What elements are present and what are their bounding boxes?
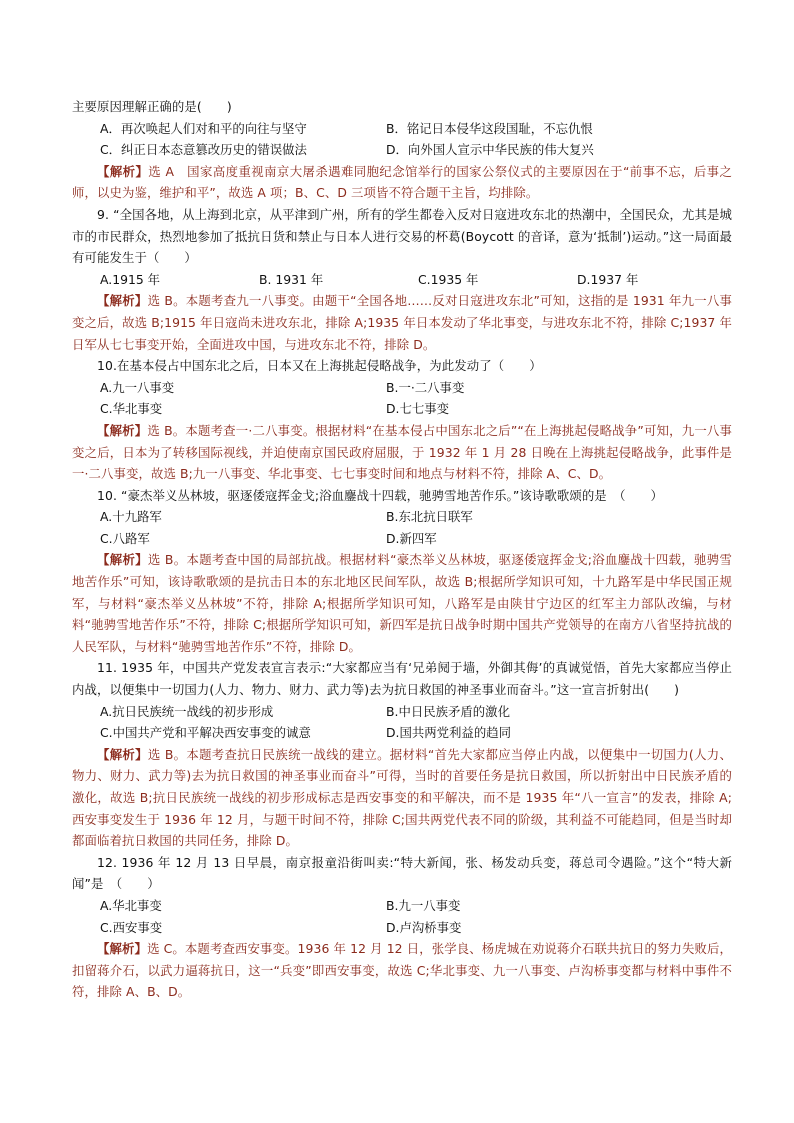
- analysis-tag: 【解析】: [97, 163, 149, 179]
- q10b-option-c: C.八路军: [100, 530, 150, 546]
- q9-option-row: [72, 269, 732, 291]
- q9-analysis: [72, 290, 732, 355]
- q10a-option-c: C.华北事变: [100, 401, 163, 417]
- q12-option-b: B.九一八事变: [386, 897, 461, 913]
- q8-option-d: D．向外国人宣示中华民族的伟大复兴: [386, 142, 594, 158]
- q10a-stem: 10.在基本侵占中国东北之后，日本又在上海挑起侵略战争，为此发动了（ ）: [97, 358, 542, 374]
- q10a-option-a: A.九一八事变: [100, 379, 175, 395]
- analysis-tag: 【解析】: [97, 941, 148, 957]
- q11-stem: 11. 1935 年，中国共产党发表宣言表示:“大家都应当有‘兄弟阋于墙，外御其侮’的真诚觉悟，首先大家都应当停止内战，以便集中一切国力(人力、物力、财力、武力等)去为抗日救国的神圣事业而奋斗。”这一宣言折射出( ): [72, 660, 732, 698]
- q9-option-c: C.1935 年: [418, 271, 479, 287]
- q10a-option-row-1: [72, 377, 732, 399]
- analysis-tag: 【解析】: [97, 746, 148, 762]
- q11-option-c: C.中国共产党和平解决西安事变的诚意: [100, 725, 311, 741]
- q12-analysis: [72, 938, 732, 1003]
- q12-option-c: C.西安事变: [100, 919, 163, 935]
- document-content: [72, 96, 732, 1003]
- q10a-analysis-text: 选 B。本题考查一·二八事变。根据材料“在基本侵占中国东北之后”“在上海挑起侵略战争”可知，九一八事变之后，日本为了转移国际视线，并迫使南京国民政府屈服，于 1932 年 1 月 28 日晚在上海挑起侵略战争，此事件是一·二八事变，故选 B;九一八事变、华北事变、七七事变时间和地点与材料不符，排除 A、C、D。: [72, 422, 732, 482]
- q8-analysis-text: 选 A 国家高度重视南京大屠杀遇难同胞纪念馆举行的国家公祭仪式的主要原因在于“前事不忘，后事之师，以史为鉴，维护和平”，故选 A 项；B、C、D 三项皆不符合题干主旨，均排除。: [72, 163, 732, 201]
- q8-option-a: A．再次唤起人们对和平的向往与坚守: [100, 120, 307, 136]
- q10a-option-row-2: [72, 398, 732, 420]
- q9-option-a: A.1915 年: [100, 271, 161, 287]
- q11-option-row-1: [72, 701, 732, 723]
- q9-option-d: D.1937 年: [577, 271, 639, 287]
- q12-stem: 12. 1936 年 12 月 13 日早晨，南京报童沿街叫卖:“特大新闻，张、杨发动兵变，蒋总司令遇险。”这个“特大新闻”是 （ ）: [72, 854, 732, 892]
- analysis-tag: 【解析】: [97, 293, 148, 309]
- analysis-tag: 【解析】: [97, 552, 148, 568]
- q8-analysis: [72, 161, 732, 204]
- q8-option-row-2: [72, 139, 732, 161]
- q9-option-b: B. 1931 年: [259, 271, 324, 287]
- q10b-analysis-text: 选 B。本题考查中国的局部抗战。根据材料“豪杰举义丛林坡，驱逐倭寇挥金戈;浴血鏖战十四载，驰骋雪地苦作乐”可知，该诗歌歌颂的是抗击日本的东北地区民间军队，故选 B;根据所学知识可知，十九路军是中华民国正规军，与材料“豪杰举义丛林坡”不符，排除 A;根据所学知识可知，八路军是由陕甘宁边区的红军主力部队改编，与材料“驰骋雪地苦作乐”不符，排除 C;根据所学知识可知，新四军是抗日战争时期中国共产党领导的在南方八省坚持抗战的人民军队，与材料“驰骋雪地苦作乐”不符，排除 D。: [72, 552, 732, 654]
- q10b-option-d: D.新四军: [386, 530, 437, 546]
- q11-analysis: [72, 744, 732, 852]
- q12-option-row-2: [72, 917, 732, 939]
- q8-stem: 主要原因理解正确的是( ): [72, 99, 232, 114]
- q10b-stem: 10. “豪杰举义丛林坡，驱逐倭寇挥金戈;浴血鏖战十四载，驰骋雪地苦作乐。”该诗歌歌颂的是 （ ）: [97, 487, 664, 503]
- q11-option-row-2: [72, 722, 732, 744]
- q10a-option-b: B.一·二八事变: [386, 379, 465, 395]
- q8-option-c: C．纠正日本态意篡改历史的错误做法: [100, 142, 307, 158]
- q12-option-row-1: [72, 895, 732, 917]
- q10b-option-a: A.十九路军: [100, 509, 162, 525]
- q11-option-d: D.国共两党利益的趋同: [386, 725, 511, 741]
- q8-option-row-1: [72, 118, 732, 140]
- q12-option-a: A.华北事变: [100, 897, 162, 913]
- q12-option-d: D.卢沟桥事变: [386, 919, 462, 935]
- q8-option-b: B．铭记日本侵华这段国耻，不忘仇恨: [386, 120, 593, 136]
- q11-analysis-text: 选 B。本题考查抗日民族统一战线的建立。据材料“首先大家都应当停止内战，以便集中一切国力(人力、物力、财力、武力等)去为抗日救国的神圣事业而奋斗”可得，当时的首要任务是抗日救国，所以折射出中日民族矛盾的激化，故选 B;抗日民族统一战线的初步形成标志是西安事变的和平解决，而不是 1935 年“八一宣言”的发表，排除 A;西安事变发生于 1936 年 12 月，与题干时间不符，排除 C;国共两党代表不同的阶级，其利益不可能趋同，但是当时却都面临着抗日救国的共同任务，排除 D。: [72, 746, 732, 849]
- q10b-option-row-1: [72, 506, 732, 528]
- analysis-tag: 【解析】: [97, 422, 148, 438]
- q10b-analysis: [72, 549, 732, 657]
- q11-option-b: B.中日民族矛盾的激化: [386, 703, 510, 719]
- q10b-option-row-2: [72, 528, 732, 550]
- q10a-option-d: D.七七事变: [386, 401, 450, 417]
- q12-analysis-text: 选 C。本题考查西安事变。1936 年 12 月 12 日，张学良、杨虎城在劝说蒋介石联共抗日的努力失败后，扣留蒋介石，以武力逼蒋抗日，这一“兵变”即西安事变，故选 C;华北事变、九一八事变、卢沟桥事变都与材料中事件不符，排除 A、B、D。: [72, 941, 733, 1000]
- q9-analysis-text: 选 B。本题考查九一八事变。由题干“全国各地……反对日寇进攻东北”可知，这指的是 1931 年九一八事变之后，故选 B;1915 年日寇尚未进攻东北，排除 A;1935 年日本发动了华北事变，与进攻东北不符，排除 C;1937 年日军从七七事变开始，全面进攻中国，与进攻东北不符，排除 D。: [72, 293, 732, 352]
- q11-option-a: A.抗日民族统一战线的初步形成: [100, 703, 274, 719]
- q10a-analysis: [72, 420, 732, 485]
- q9-stem: 9. “全国各地，从上海到北京，从平津到广州，所有的学生都卷入反对日寇进攻东北的热潮中，全国民众，尤其是城市的市民群众，热烈地参加了抵抗日货和禁止与日本人进行交易的杯葛(Boycott 的音译，意为‘抵制’)运动。”这一局面最有可能发生于（ ）: [72, 206, 732, 266]
- q10b-option-b: B.东北抗日联军: [386, 509, 473, 525]
